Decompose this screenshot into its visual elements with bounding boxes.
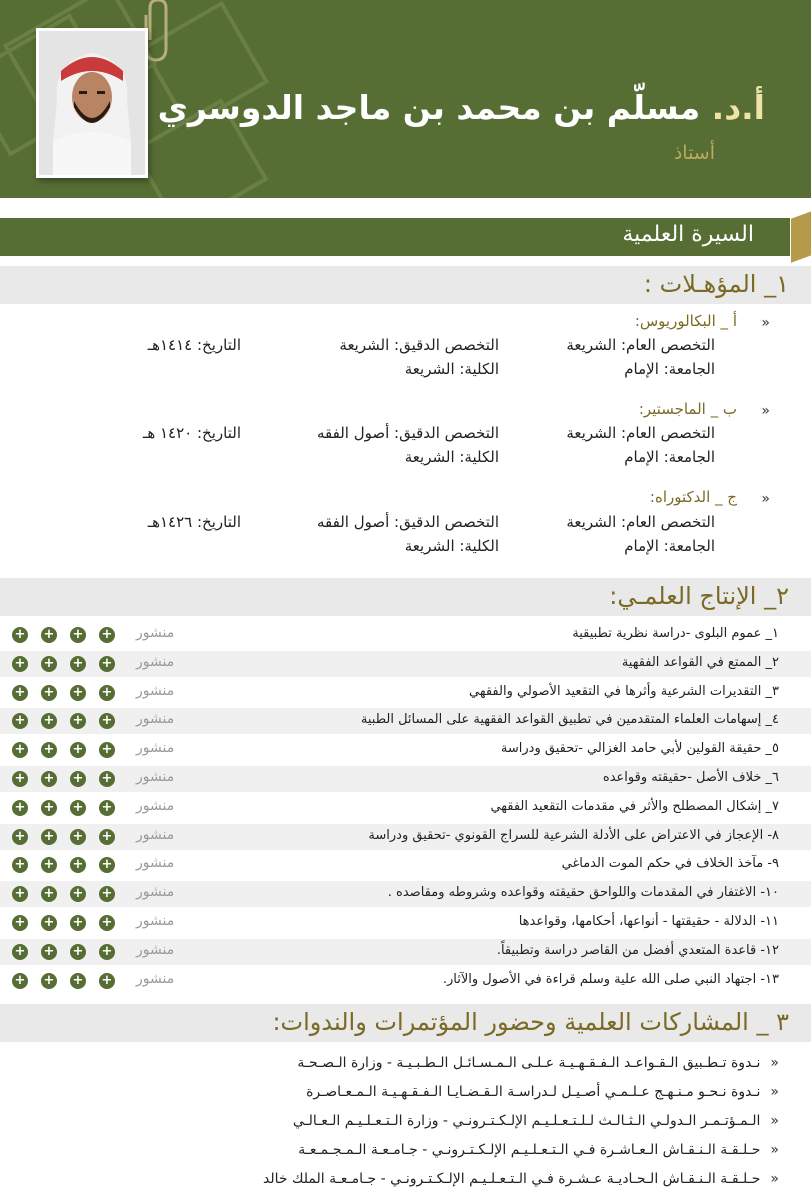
plus-circle-icon[interactable]: +: [12, 771, 28, 787]
publication-row: [0, 939, 811, 965]
publication-status: منشور: [136, 797, 175, 814]
qualification-label: ب _ الماجستير:: [638, 400, 737, 418]
plus-circle-icon[interactable]: +: [70, 973, 86, 989]
publication-row: [0, 766, 811, 792]
plus-circle-icon[interactable]: +: [99, 742, 115, 758]
plus-circle-icon[interactable]: +: [99, 944, 115, 960]
qualification-date: التاريخ: ١٤١٤هـ: [147, 336, 241, 354]
college: الكلية: الشريعة: [404, 448, 499, 466]
double-chevron-icon: «: [770, 1171, 779, 1187]
publication-title: ٢_ الممتع في القواعد الفقهية: [621, 654, 779, 670]
double-chevron-icon: «: [770, 1142, 779, 1158]
plus-circle-icon[interactable]: +: [70, 771, 86, 787]
double-chevron-icon: «: [770, 1113, 779, 1129]
plus-circle-icon[interactable]: +: [12, 886, 28, 902]
publication-status: منشور: [136, 711, 175, 728]
plus-circle-icon[interactable]: +: [70, 713, 86, 729]
plus-circle-icon[interactable]: +: [41, 973, 57, 989]
plus-circle-icon[interactable]: +: [41, 685, 57, 701]
publication-status: منشور: [136, 855, 175, 872]
banner-tab-decoration: [791, 209, 811, 262]
conference-item: [297, 1055, 779, 1071]
plus-circle-icon[interactable]: +: [41, 627, 57, 643]
plus-circle-icon[interactable]: +: [99, 829, 115, 845]
plus-circle-icon[interactable]: +: [41, 771, 57, 787]
publications-title: ٢_ الإنتاج العلمـي:: [609, 582, 789, 610]
conference-item: [293, 1113, 779, 1129]
conference-title: حـلـقـة الـنـقـاش الـعـاشـرة فـي الـتـعـلـيـم الإلـكـتـرونـي - جـامـعـة الـمـجـمـعـة: [298, 1142, 761, 1158]
plus-circle-icon[interactable]: +: [12, 973, 28, 989]
university: الجامعة: الإمام: [624, 360, 715, 378]
publication-title: ٧_ إشكال المصطلح والأثر في مقدمات التقعيد الفقهي: [490, 798, 779, 814]
conferences-header: [0, 1004, 811, 1042]
conference-item: [298, 1142, 779, 1158]
publication-status: منشور: [136, 682, 175, 699]
plus-circle-icon[interactable]: +: [41, 829, 57, 845]
share-buttons: [12, 886, 115, 902]
publication-row: [0, 680, 811, 706]
publication-title: ٣_ التقديرات الشرعية وأثرها في التقعيد الأصولي والفقهي: [469, 683, 779, 699]
avatar: [36, 28, 148, 178]
publication-row: [0, 737, 811, 763]
plus-circle-icon[interactable]: +: [99, 627, 115, 643]
plus-circle-icon[interactable]: +: [99, 713, 115, 729]
publication-status: منشور: [136, 941, 175, 958]
double-chevron-icon: «: [770, 1055, 779, 1071]
publication-status: منشور: [136, 625, 175, 641]
publication-title: ١_ عموم البلوى -دراسة نظرية تطبيقية: [572, 626, 779, 641]
college: الكلية: الشريعة: [404, 360, 499, 378]
plus-circle-icon[interactable]: +: [70, 886, 86, 902]
share-buttons: [12, 857, 115, 873]
plus-circle-icon[interactable]: +: [99, 886, 115, 902]
qualification-date: التاريخ: ١٤٢٠ هـ: [142, 424, 241, 442]
conference-title: نـدوة نـحـو مـنـهـج عـلـمـي أصـيـل لـدراسـة الـقـضـايـا الـفـقـهـيـة الـمـعـاصـرة: [306, 1084, 761, 1100]
qualification-label: ج _ الدكتوراه:: [649, 488, 737, 506]
bio-title: السيرة العلمية: [622, 222, 754, 247]
plus-circle-icon[interactable]: +: [99, 973, 115, 989]
publication-row: [0, 622, 811, 648]
qualification-date: التاريخ: ١٤٢٦هـ: [147, 513, 241, 531]
plus-circle-icon[interactable]: +: [41, 800, 57, 816]
profile-header: [0, 0, 811, 198]
conference-item: [263, 1171, 779, 1187]
university: الجامعة: الإمام: [624, 537, 715, 555]
plus-circle-icon[interactable]: +: [12, 656, 28, 672]
general-specialty: التخصص العام: الشريعة: [566, 424, 715, 442]
publication-title: ٨- الإعجاز في الاعتراض على الأدلة الشرعية للسراج القونوي -تحقيق ودراسة: [368, 827, 779, 843]
publication-title: ١١- الدلالة - حقيقتها - أنواعها، أحكامها، وقواعدها: [518, 914, 779, 929]
profile-photo: [39, 31, 145, 175]
publication-status: منشور: [136, 826, 175, 843]
plus-circle-icon[interactable]: +: [12, 944, 28, 960]
publication-status: منشور: [136, 653, 175, 670]
plus-circle-icon[interactable]: +: [41, 656, 57, 672]
publication-title: ١٢- قاعدة المتعدي أفضل من القاصر دراسة وتطبيقاً.: [496, 942, 779, 958]
conference-item: [306, 1084, 779, 1100]
general-specialty: التخصص العام: الشريعة: [566, 336, 715, 354]
publication-title: ٤_ إسهامات العلماء المتقدمين في تطبيق القواعد الفقهية على المسائل الطبية: [360, 712, 779, 728]
plus-circle-icon[interactable]: +: [12, 800, 28, 816]
plus-circle-icon[interactable]: +: [12, 829, 28, 845]
plus-circle-icon[interactable]: +: [70, 685, 86, 701]
college: الكلية: الشريعة: [404, 537, 499, 555]
title-prefix: أ.د.: [711, 88, 765, 127]
page-title: [158, 88, 765, 127]
plus-circle-icon[interactable]: +: [41, 915, 57, 931]
share-buttons: [12, 742, 115, 758]
share-buttons: [12, 829, 115, 845]
publication-row: [0, 824, 811, 850]
share-buttons: [12, 915, 115, 931]
plus-circle-icon[interactable]: +: [41, 742, 57, 758]
publication-status: منشور: [136, 769, 175, 785]
plus-circle-icon[interactable]: +: [12, 685, 28, 701]
plus-circle-icon[interactable]: +: [99, 857, 115, 873]
university: الجامعة: الإمام: [624, 448, 715, 466]
share-buttons: [12, 800, 115, 816]
plus-circle-icon[interactable]: +: [12, 915, 28, 931]
plus-circle-icon[interactable]: +: [70, 944, 86, 960]
share-buttons: [12, 656, 115, 672]
plus-circle-icon[interactable]: +: [12, 857, 28, 873]
academic-rank: أستاذ: [673, 142, 715, 164]
general-specialty: التخصص العام: الشريعة: [566, 513, 715, 531]
plus-circle-icon[interactable]: +: [99, 915, 115, 931]
share-buttons: [12, 713, 115, 729]
plus-circle-icon[interactable]: +: [12, 713, 28, 729]
publication-status: منشور: [136, 740, 175, 757]
publication-row: [0, 852, 811, 878]
double-chevron-icon: «: [761, 403, 767, 419]
publication-status: منشور: [136, 970, 175, 987]
plus-circle-icon[interactable]: +: [12, 627, 28, 643]
specific-specialty: التخصص الدقيق: أصول الفقه: [316, 513, 499, 531]
plus-circle-icon[interactable]: +: [41, 886, 57, 902]
publication-title: ٩- مآخذ الخلاف في حكم الموت الدماغي: [561, 856, 779, 872]
publication-title: ٥_ حقيقة القولين لأبي حامد الغزالي -تحقيق ودراسة: [500, 741, 779, 757]
double-chevron-icon: «: [770, 1084, 779, 1100]
share-buttons: [12, 685, 115, 701]
publication-row: [0, 910, 811, 936]
double-chevron-icon: «: [761, 315, 767, 331]
share-buttons: [12, 771, 115, 787]
share-buttons: [12, 973, 115, 989]
plus-circle-icon[interactable]: +: [12, 742, 28, 758]
publication-title: ١٣- اجتهاد النبي صلى الله علية وسلم قراءة في الأصول والآثار.: [442, 971, 779, 987]
qualifications-header: [0, 266, 811, 304]
plus-circle-icon[interactable]: +: [99, 656, 115, 672]
conference-title: حـلـقـة الـنـقـاش الـحـاديـة عـشـرة فـي الـتـعـلـيـم الإلـكـتـرونـي - جـامـعـة الملك خالد: [263, 1171, 761, 1187]
publication-status: منشور: [136, 913, 175, 929]
share-buttons: [12, 944, 115, 960]
plus-circle-icon[interactable]: +: [99, 800, 115, 816]
publication-status: منشور: [136, 884, 175, 901]
plus-circle-icon[interactable]: +: [41, 713, 57, 729]
specific-specialty: التخصص الدقيق: أصول الفقه: [316, 424, 499, 442]
publication-title: ٦_ خلاف الأصل -حقيقته وقواعده: [602, 770, 779, 785]
plus-circle-icon[interactable]: +: [70, 857, 86, 873]
plus-circle-icon[interactable]: +: [99, 685, 115, 701]
plus-circle-icon[interactable]: +: [99, 771, 115, 787]
conference-title: نـدوة تـطـبيق الـقـواعـد الـفـقـهـيـة عـلـى الـمـسـائـل الـطـبـيـة - وزارة الـصـحـة: [297, 1055, 761, 1071]
publication-row: [0, 968, 811, 994]
publication-title: ١٠- الاغتفار في المقدمات واللواحق حقيقته وقواعده وشروطه ومقاصده .: [387, 885, 779, 901]
publication-row: [0, 881, 811, 907]
plus-circle-icon[interactable]: +: [70, 915, 86, 931]
share-buttons: [12, 627, 115, 643]
plus-circle-icon[interactable]: +: [70, 742, 86, 758]
plus-circle-icon[interactable]: +: [70, 656, 86, 672]
conference-title: الـمـؤتـمـر الـدولـي الـثـالـث لـلـتـعـلـيـم الإلـكـتـرونـي - وزارة الـتـعـلـيـم الـعـالـي: [292, 1113, 761, 1129]
double-chevron-icon: «: [761, 491, 767, 507]
publication-row: [0, 795, 811, 821]
publication-row: [0, 651, 811, 677]
full-name: مسلّم بن محمد بن ماجد الدوسري: [157, 88, 701, 127]
plus-circle-icon[interactable]: +: [70, 627, 86, 643]
publications-header: [0, 578, 811, 616]
bio-banner: [0, 218, 790, 256]
qualifications-title: ١_ المؤهـلات :: [643, 270, 789, 298]
plus-circle-icon[interactable]: +: [41, 944, 57, 960]
publication-row: [0, 708, 811, 734]
specific-specialty: التخصص الدقيق: الشريعة: [339, 336, 499, 354]
conferences-title: ٣ _ المشاركات العلمية وحضور المؤتمرات والندوات:: [272, 1008, 789, 1036]
qualification-label: أ _ البكالوريوس:: [634, 312, 737, 330]
plus-circle-icon[interactable]: +: [70, 829, 86, 845]
plus-circle-icon[interactable]: +: [70, 800, 86, 816]
plus-circle-icon[interactable]: +: [41, 857, 57, 873]
